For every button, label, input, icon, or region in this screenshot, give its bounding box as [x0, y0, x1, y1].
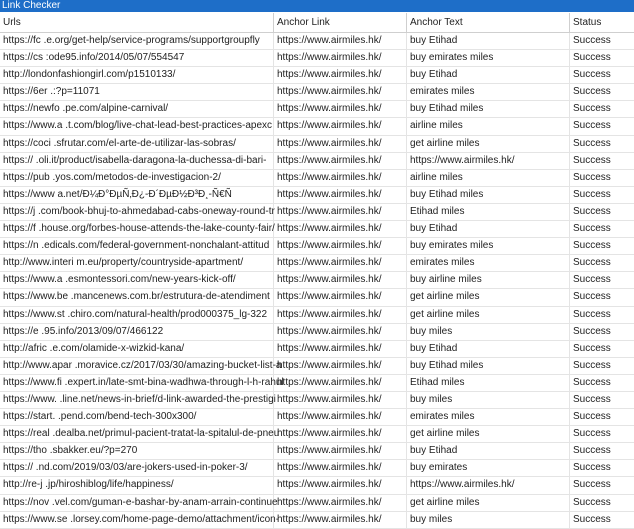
cell-anchor-link: https://www.airmiles.hk/	[274, 84, 407, 101]
cell-status: Success	[573, 69, 611, 81]
cell-anchor-link: https://www.airmiles.hk/	[274, 204, 407, 221]
table-row[interactable]	[0, 118, 634, 135]
cell-anchor-text: airline miles	[407, 170, 570, 187]
cell-url: http://afric .e.com/olamide-x-wizkid-kana/	[0, 341, 274, 358]
cell-anchor-link: https://www.airmiles.hk/	[274, 118, 407, 135]
table-row[interactable]	[0, 84, 634, 101]
cell-anchor-text: buy airline miles	[407, 272, 570, 289]
cell-status: Success	[573, 376, 611, 388]
cell-status: Success	[573, 171, 611, 183]
table-row[interactable]	[0, 307, 634, 324]
column-header-anchor-text[interactable]: Anchor Text	[407, 13, 570, 32]
table-row[interactable]	[0, 221, 634, 238]
cell-anchor-text: buy miles	[407, 512, 570, 529]
table-row[interactable]	[0, 392, 634, 409]
cell-url: https://fc .e.org/get-help/service-programs/supportgroupfly	[0, 33, 274, 50]
cell-url: https://newfo .pe.com/alpine-carnival/	[0, 101, 274, 118]
cell-anchor-link: https://www.airmiles.hk/	[274, 170, 407, 187]
table-row[interactable]	[0, 33, 634, 50]
cell-url: https://www a.net/Ð¼Ð°ÐµÑ‚Ð¿-Ð´ÐµÐ½Ð³Ð¸-Ñ€Ñ	[0, 187, 274, 204]
cell-url: http://www.interi m.eu/property/countryside-apartment/	[0, 255, 274, 272]
cell-anchor-text: buy Etihad	[407, 443, 570, 460]
table-row[interactable]	[0, 101, 634, 118]
cell-url: https://j .com/book-bhuj-to-ahmedabad-cabs-oneway-round-tr	[0, 204, 274, 221]
cell-url: https:// .nd.com/2019/03/03/are-jokers-used-in-poker-3/	[0, 460, 274, 477]
cell-anchor-link: https://www.airmiles.hk/	[274, 221, 407, 238]
cell-url: https://real .dealba.net/primul-pacient-tratat-la-spitalul-de-pneu	[0, 426, 274, 443]
table-row[interactable]	[0, 512, 634, 529]
cell-status: Success	[573, 86, 611, 98]
cell-anchor-text: get airline miles	[407, 495, 570, 512]
table-row[interactable]	[0, 255, 634, 272]
cell-status: Success	[573, 257, 611, 269]
table-row[interactable]	[0, 187, 634, 204]
table-body	[0, 33, 634, 529]
cell-url: https://www. .line.net/news-in-brief/d-link-awarded-the-prestigi	[0, 392, 274, 409]
cell-anchor-link: https://www.airmiles.hk/	[274, 341, 407, 358]
table-header	[0, 13, 634, 33]
table-row[interactable]	[0, 358, 634, 375]
cell-status: Success	[573, 35, 611, 46]
cell-url: http://www.apar .moravice.cz/2017/03/30/amazing-bucket-list-a	[0, 358, 274, 375]
cell-url: https://coci .sfrutar.com/el-arte-de-utilizar-las-sobras/	[0, 136, 274, 153]
table-row[interactable]	[0, 204, 634, 221]
cell-url: https://cs :ode95.info/2014/05/07/554547	[0, 50, 274, 67]
cell-url: https://www.st .chiro.com/natural-health/prod000375_lg-322	[0, 307, 274, 324]
cell-anchor-text: buy emirates	[407, 460, 570, 477]
cell-status: Success	[573, 445, 611, 457]
cell-anchor-text: emirates miles	[407, 84, 570, 101]
table-row[interactable]	[0, 272, 634, 289]
cell-status: Success	[573, 308, 611, 320]
cell-anchor-link: https://www.airmiles.hk/	[274, 255, 407, 272]
cell-url: http://londonfashiongirl.com/p1510133/	[0, 67, 274, 84]
cell-url: https://tho .sbakker.eu/?p=270	[0, 443, 274, 460]
cell-anchor-link: https://www.airmiles.hk/	[274, 33, 407, 50]
cell-anchor-text: buy emirates miles	[407, 238, 570, 255]
column-header-anchor-link[interactable]: Anchor Link	[274, 13, 407, 32]
cell-anchor-link: https://www.airmiles.hk/	[274, 512, 407, 529]
cell-anchor-link: https://www.airmiles.hk/	[274, 358, 407, 375]
cell-anchor-text: buy miles	[407, 324, 570, 341]
cell-anchor-link: https://www.airmiles.hk/	[274, 187, 407, 204]
cell-status: Success	[573, 411, 611, 423]
cell-anchor-link: https://www.airmiles.hk/	[274, 477, 407, 494]
cell-status: Success	[573, 240, 611, 252]
cell-anchor-text: buy Etihad	[407, 33, 570, 50]
cell-anchor-text: get airline miles	[407, 426, 570, 443]
cell-url: https://www.a .esmontessori.com/new-years-kick-off/	[0, 272, 274, 289]
cell-status: Success	[573, 154, 611, 166]
cell-anchor-text: get airline miles	[407, 136, 570, 153]
cell-anchor-link: https://www.airmiles.hk/	[274, 460, 407, 477]
cell-url: https://f .house.org/forbes-house-attends-the-lake-county-fair/	[0, 221, 274, 238]
cell-anchor-link: https://www.airmiles.hk/	[274, 101, 407, 118]
cell-status: Success	[573, 205, 611, 217]
table-row[interactable]	[0, 238, 634, 255]
cell-url: https://www.se .lorsey.com/home-page-demo/attachment/icon-	[0, 512, 274, 529]
cell-url: http://re-j .jp/hiroshiblog/life/happiness/	[0, 477, 274, 494]
table-row[interactable]	[0, 375, 634, 392]
cell-status: Success	[573, 496, 611, 508]
cell-status: Success	[573, 359, 611, 371]
cell-anchor-link: https://www.airmiles.hk/	[274, 153, 407, 170]
cell-anchor-link: https://www.airmiles.hk/	[274, 443, 407, 460]
cell-status: Success	[573, 428, 611, 440]
column-header-status[interactable]: Status	[573, 17, 602, 28]
cell-url: https://n .edicals.com/federal-government-nonchalant-attitud	[0, 238, 274, 255]
cell-anchor-text: emirates miles	[407, 409, 570, 426]
cell-anchor-link: https://www.airmiles.hk/	[274, 289, 407, 306]
cell-anchor-text: Etihad miles	[407, 204, 570, 221]
cell-anchor-text: buy Etihad miles	[407, 101, 570, 118]
cell-url: https://pub .yos.com/metodos-de-investigacion-2/	[0, 170, 274, 187]
cell-status: Success	[573, 188, 611, 200]
cell-anchor-link: https://www.airmiles.hk/	[274, 50, 407, 67]
cell-anchor-link: https://www.airmiles.hk/	[274, 307, 407, 324]
cell-anchor-link: https://www.airmiles.hk/	[274, 409, 407, 426]
table-row[interactable]	[0, 67, 634, 84]
column-header-urls[interactable]: Urls	[0, 13, 274, 32]
cell-url: https://www.fi .expert.in/late-smt-bina-wadhwa-through-l-h-rahul	[0, 375, 274, 392]
table-row[interactable]	[0, 289, 634, 306]
cell-status: Success	[573, 103, 611, 115]
cell-anchor-link: https://www.airmiles.hk/	[274, 136, 407, 153]
cell-status: Success	[573, 52, 611, 64]
cell-anchor-link: https://www.airmiles.hk/	[274, 495, 407, 512]
table-row[interactable]	[0, 324, 634, 341]
table-row[interactable]	[0, 443, 634, 460]
table-row[interactable]	[0, 170, 634, 187]
cell-status: Success	[573, 137, 611, 149]
cell-anchor-text: buy Etihad	[407, 221, 570, 238]
cell-status: Success	[573, 325, 611, 337]
cell-anchor-link: https://www.airmiles.hk/	[274, 375, 407, 392]
table-row[interactable]	[0, 495, 634, 512]
cell-url: https://6er .:?p=11071	[0, 84, 274, 101]
table-row[interactable]	[0, 426, 634, 443]
table-row[interactable]	[0, 477, 634, 494]
table-row[interactable]	[0, 460, 634, 477]
cell-anchor-link: https://www.airmiles.hk/	[274, 324, 407, 341]
cell-url: https://nov .vel.com/guman-e-bashar-by-anam-arrain-continue	[0, 495, 274, 512]
cell-url: https://www.be .mancenews.com.br/estrutura-de-atendiment	[0, 289, 274, 306]
table-row[interactable]	[0, 136, 634, 153]
cell-anchor-text: buy Etihad miles	[407, 187, 570, 204]
cell-status: Success	[573, 462, 611, 474]
cell-status: Success	[573, 342, 611, 354]
cell-anchor-link: https://www.airmiles.hk/	[274, 426, 407, 443]
cell-anchor-text: emirates miles	[407, 255, 570, 272]
cell-anchor-text: buy miles	[407, 392, 570, 409]
cell-status: Success	[573, 513, 611, 525]
table-row[interactable]	[0, 50, 634, 67]
cell-anchor-text: Etihad miles	[407, 375, 570, 392]
cell-status: Success	[573, 120, 611, 132]
results-table	[0, 13, 634, 525]
cell-url: https:// .oli.it/product/isabella-daragona-la-duchessa-di-bari-	[0, 153, 274, 170]
cell-status: Success	[573, 393, 611, 405]
table-row[interactable]	[0, 153, 634, 170]
table-row[interactable]	[0, 409, 634, 426]
cell-status: Success	[573, 274, 611, 286]
cell-anchor-text: buy Etihad	[407, 67, 570, 84]
cell-anchor-text: https://www.airmiles.hk/	[407, 477, 570, 494]
cell-anchor-text: buy Etihad miles	[407, 358, 570, 375]
table-row[interactable]	[0, 341, 634, 358]
cell-anchor-text: get airline miles	[407, 289, 570, 306]
cell-anchor-text: https://www.airmiles.hk/	[407, 153, 570, 170]
cell-url: https://www.a .t.com/blog/live-chat-lead-best-practices-apexc	[0, 118, 274, 135]
cell-url: https://start. .pend.com/bend-tech-300x300/	[0, 409, 274, 426]
window-title: Link Checker	[0, 0, 634, 12]
cell-anchor-text: buy emirates miles	[407, 50, 570, 67]
cell-status: Success	[573, 291, 611, 303]
cell-status: Success	[573, 479, 611, 491]
cell-anchor-text: airline miles	[407, 118, 570, 135]
cell-anchor-link: https://www.airmiles.hk/	[274, 238, 407, 255]
cell-status: Success	[573, 223, 611, 235]
cell-anchor-link: https://www.airmiles.hk/	[274, 392, 407, 409]
cell-anchor-link: https://www.airmiles.hk/	[274, 272, 407, 289]
cell-url: https://e .95.info/2013/09/07/466122	[0, 324, 274, 341]
cell-anchor-text: get airline miles	[407, 307, 570, 324]
cell-anchor-text: buy Etihad	[407, 341, 570, 358]
cell-anchor-link: https://www.airmiles.hk/	[274, 67, 407, 84]
